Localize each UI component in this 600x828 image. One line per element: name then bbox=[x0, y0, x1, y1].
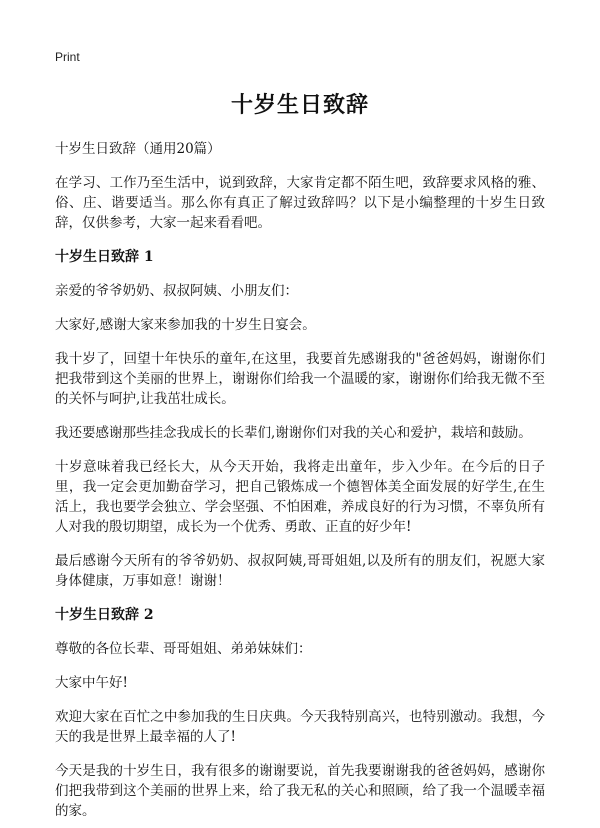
section-paragraph: 我十岁了，回望十年快乐的童年,在这里，我要首先感谢我的"爸爸妈妈，谢谢你们把我带到这个美丽的世界上，谢谢你们给我一个温暖的家，谢谢你们给我无微不至的关怀与呵护,让我茁壮成长。 bbox=[55, 351, 545, 407]
section-heading: 十岁生日致辞 1 bbox=[55, 249, 154, 265]
section-2 bbox=[55, 605, 545, 821]
section-paragraph: 尊敬的各位长辈、哥哥姐姐、弟弟妹妹们： bbox=[55, 641, 312, 657]
section-paragraph: 十岁意味着我已经长大，从今天开始，我将走出童年，步入少年。在今后的日子里，我一定会更加勤奋学习，把自己锻炼成一个德智体美全面发展的好学生,在生活上，我也要学会独立、学会坚强、不怕困难，养成良好的行为习惯，不辜负所有人对我的殷切期望，成长为一个优秀、勇敢、正直的好少年! bbox=[55, 459, 545, 535]
intro-paragraph: 在学习、工作乃至生活中，说到致辞，大家肯定都不陌生吧，致辞要求风格的雅、俗、庄、谐要适当。那么你有真正了解过致辞吗？以下是小编整理的十岁生日致辞，仅供参考，大家一起来看看吧。 bbox=[55, 175, 545, 231]
section-paragraph: 大家好,感谢大家来参加我的十岁生日宴会。 bbox=[55, 317, 316, 333]
section-paragraph: 欢迎大家在百忙之中参加我的生日庆典。今天我特别高兴，也特别激动。我想，今天的我是世界上最幸福的人了! bbox=[55, 709, 545, 745]
page-title: 十岁生日致辞 bbox=[230, 92, 369, 118]
section-paragraph: 我还要感谢那些挂念我成长的长辈们,谢谢你们对我的关心和爱护，栽培和鼓励。 bbox=[55, 425, 532, 441]
section-paragraph: 今天是我的十岁生日，我有很多的谢谢要说，首先我要谢谢我的爸爸妈妈，感谢你们把我带到这个美丽的世界上来，给了我无私的关心和照顾，给了我一个温暖幸福的家。 bbox=[55, 763, 545, 819]
section-paragraph: 亲爱的爷爷奶奶、叔叔阿姨、小朋友们： bbox=[55, 283, 298, 299]
section-heading: 十岁生日致辞 2 bbox=[55, 607, 154, 623]
section-paragraph: 最后感谢今天所有的爷爷奶奶、叔叔阿姨,哥哥姐姐,以及所有的朋友们，祝愿大家身体健康，万事如意！谢谢！ bbox=[55, 553, 545, 589]
section-1 bbox=[55, 247, 545, 591]
section-paragraph: 大家中午好! bbox=[55, 675, 128, 691]
document-subtitle: 十岁生日致辞（通用20篇） bbox=[55, 141, 221, 157]
print-link[interactable]: Print bbox=[55, 50, 80, 64]
